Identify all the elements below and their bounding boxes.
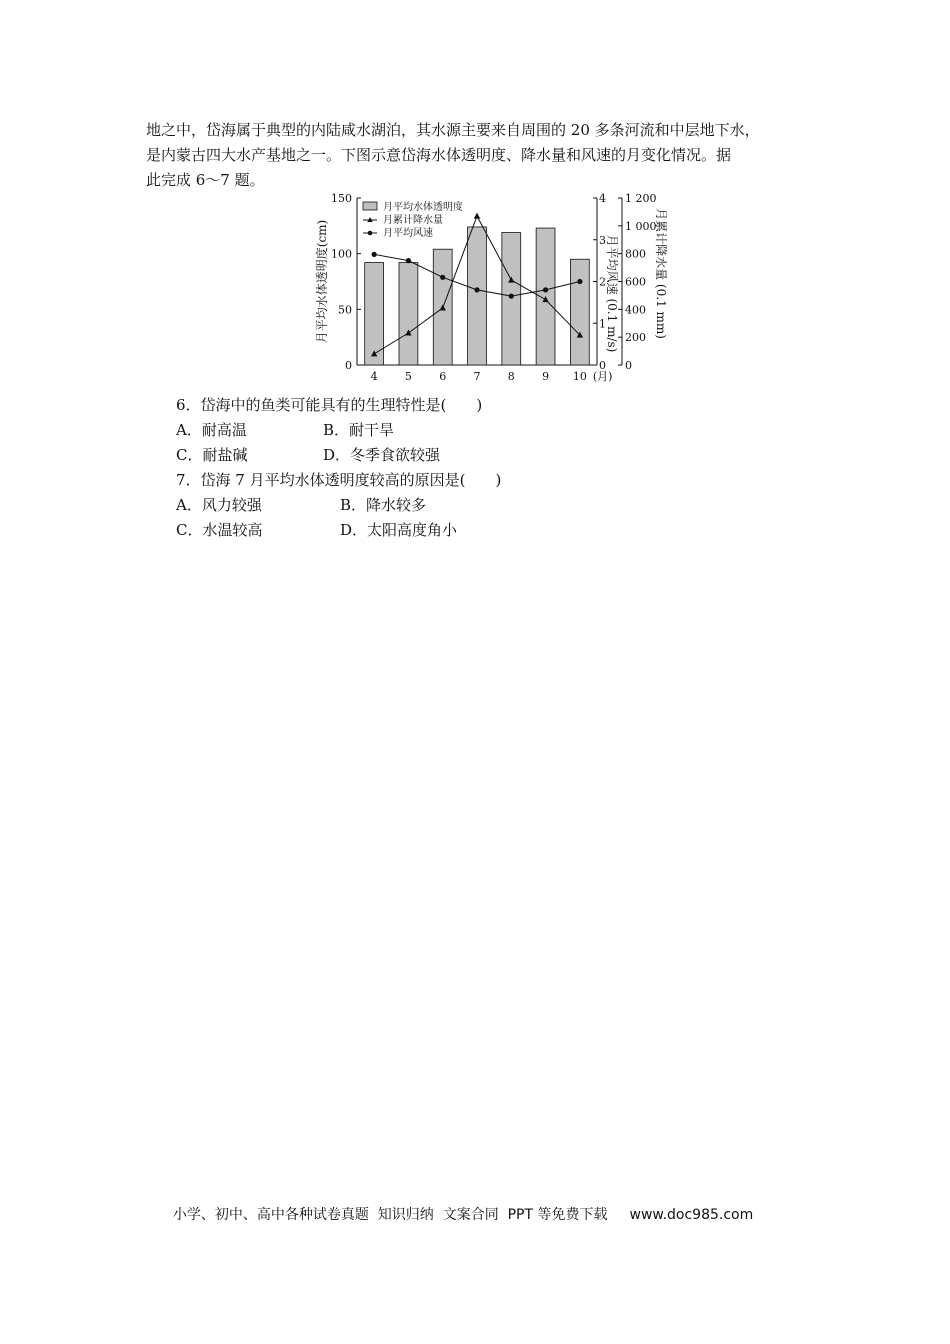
- question-6: 6．岱海中的鱼类可能具有的生理特性是( ): [176, 396, 483, 414]
- wind-speed-point: [543, 287, 548, 292]
- legend-marker-circle: [368, 231, 373, 236]
- legend-label-wind: 月平均风速: [383, 228, 433, 239]
- legend-swatch-bar: [363, 202, 377, 210]
- precipitation-point: [474, 213, 480, 219]
- transparency-bar: [502, 233, 521, 365]
- footer-text: 小学、初中、高中各种试卷真题 知识归纳 文案合同 PPT 等免费下载: [172, 1207, 608, 1223]
- x-tick-label: 10: [572, 370, 587, 383]
- wind-speed-point: [509, 294, 514, 299]
- x-tick-label: 7: [473, 370, 481, 383]
- right-outer-tick-label: 200: [625, 331, 646, 345]
- footer: [164, 1188, 753, 1224]
- wind-speed-point: [474, 287, 479, 292]
- wind-speed-point: [440, 275, 445, 280]
- legend-label-precipitation: 月累计降水量: [383, 215, 443, 226]
- x-tick-label: 4: [370, 370, 378, 383]
- right-inner-tick-label: 2: [599, 275, 606, 289]
- transparency-bar: [570, 259, 589, 365]
- right-inner-tick-label: 4: [599, 192, 606, 205]
- left-axis-title: 月平均水体透明度(cm): [315, 219, 329, 344]
- left-tick-label: 100: [331, 247, 352, 261]
- right-inner-axis-title: 月平均风速 (0.1 m/s): [605, 234, 619, 353]
- intro-line-3: 此完成 6～7 题。: [146, 171, 265, 189]
- q7-option-c: C．水温较高: [176, 521, 263, 539]
- question-7: 7．岱海 7 月平均水体透明度较高的原因是( ): [176, 471, 502, 489]
- left-tick-label: 50: [338, 303, 352, 317]
- intro-paragraph: [146, 118, 826, 193]
- q7-option-a: A．风力较强: [176, 496, 262, 514]
- footer-url[interactable]: www.doc985.com: [629, 1207, 754, 1223]
- climate-chart: [300, 188, 680, 388]
- q6-option-d: D．冬季食欲较强: [323, 446, 441, 464]
- q7-option-d: D．太阳高度角小: [340, 521, 458, 539]
- x-tick-label: 9: [542, 370, 550, 383]
- right-outer-tick-label: 400: [625, 303, 646, 317]
- wind-speed-point: [406, 258, 411, 263]
- right-inner-tick-label: 3: [599, 233, 606, 247]
- x-unit-label: (月): [592, 370, 613, 383]
- legend-label-transparency: 月平均水体透明度: [383, 202, 463, 213]
- right-outer-tick-label: 1 000: [625, 219, 657, 233]
- right-outer-tick-label: 600: [625, 275, 646, 289]
- chart-legend: [363, 200, 463, 239]
- q6-option-b: B．耐干旱: [323, 421, 395, 439]
- intro-line-1: 地之中，岱海属于典型的内陆咸水湖泊，其水源主要来自周围的 20 多条河流和中层地下水，: [146, 121, 760, 139]
- right-outer-tick-label: 0: [625, 359, 632, 372]
- x-tick-label: 8: [507, 370, 515, 383]
- wind-speed-point: [372, 252, 377, 257]
- right-outer-tick-label: 800: [625, 247, 646, 261]
- left-tick-label: 0: [345, 359, 352, 372]
- x-tick-label: 5: [404, 370, 412, 383]
- intro-line-2: 是内蒙古四大水产基地之一。下图示意岱海水体透明度、降水量和风速的月变化情况。据: [146, 146, 732, 164]
- q6-option-c: C．耐盐碱: [176, 446, 248, 464]
- transparency-bars: [365, 227, 590, 365]
- q7-option-b: B．降水较多: [340, 496, 427, 514]
- right-outer-axis-title: 月累计降水量 (0.1 mm): [654, 208, 668, 339]
- q6-option-a: A．耐高温: [176, 421, 247, 439]
- left-tick-label: 150: [331, 192, 352, 205]
- right-inner-tick-label: 0: [599, 359, 606, 372]
- transparency-bar: [468, 227, 487, 365]
- transparency-bar: [399, 263, 418, 365]
- x-tick-label: 6: [439, 370, 447, 383]
- wind-speed-point: [577, 279, 582, 284]
- right-outer-tick-label: 1 200: [625, 192, 657, 205]
- right-inner-tick-label: 1: [599, 317, 606, 331]
